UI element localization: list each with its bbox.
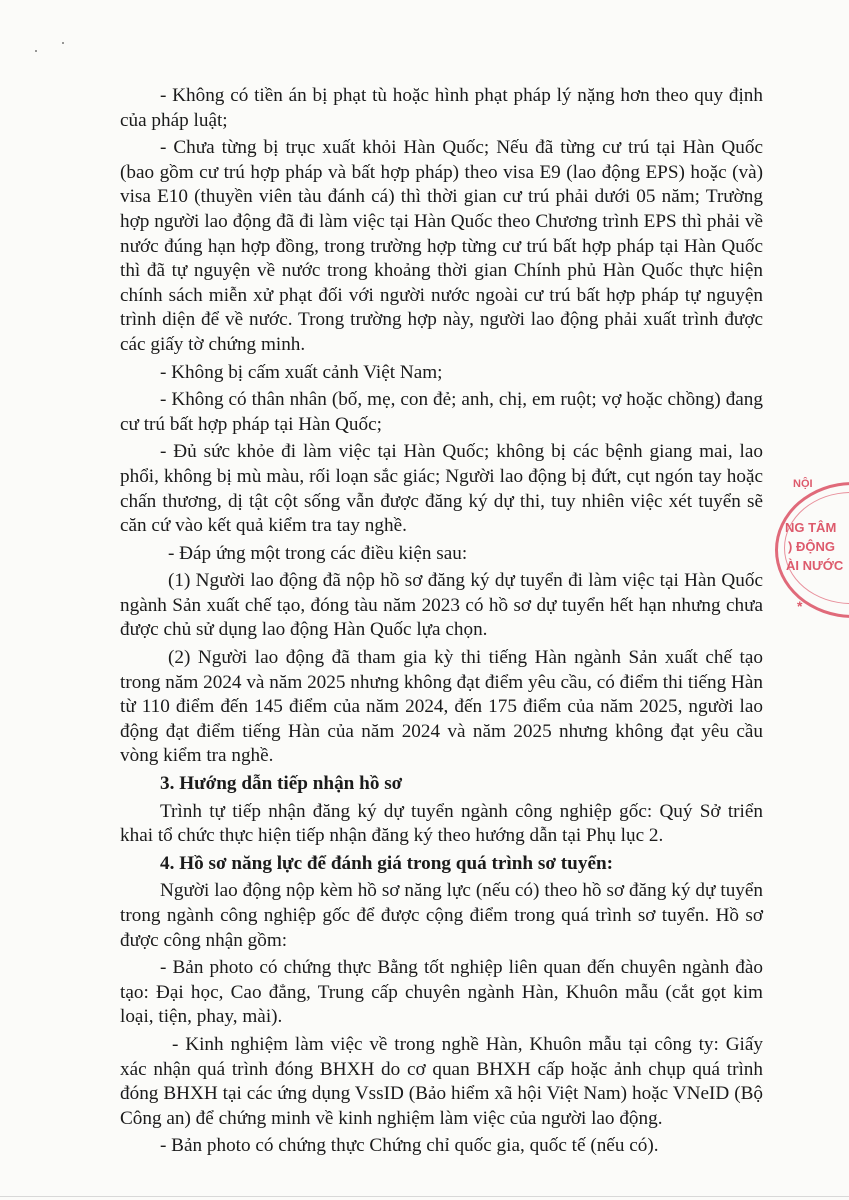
document-body: [120, 84, 763, 1162]
paragraph-experience: - Kinh nghiệm làm việc về trong nghề Hàn, Khuôn mẫu tại công ty: Giấy xác nhận quá trình đóng BHXH do cơ quan BHXH cấp hoặc ảnh chụp quá trình đóng BHXH tại các ứng dụng VssID (Bảo hiểm xã hội Việt Nam) hoặc VNeID (Bộ Công an) để chứng minh về kinh nghiệm làm việc của người lao động.: [120, 1033, 763, 1129]
seal-text-line2: NG TÂM: [785, 520, 837, 535]
scan-edge-line: [0, 1196, 849, 1197]
paragraph-relatives: - Không có thân nhân (bố, mẹ, con đẻ; anh, chị, em ruột; vợ hoặc chồng) đang cư trú bất hợp pháp tại Hàn Quốc;: [120, 389, 763, 435]
section-heading-4: 4. Hồ sơ năng lực để đánh giá trong quá trình sơ tuyển:: [160, 852, 614, 874]
seal-text-line4: ÀI NƯỚC: [786, 558, 844, 573]
scan-speck: [62, 42, 64, 44]
paragraph-capability-dossier: Người lao động nộp kèm hồ sơ năng lực (nếu có) theo hồ sơ đăng ký dự tuyển trong ngành công nghiệp gốc để được cộng điểm trong quá trình sơ tuyển. Hồ sơ được công nhận gồm:: [120, 880, 763, 951]
paragraph-diploma: - Bản photo có chứng thực Bằng tốt nghiệp liên quan đến chuyên ngành đào tạo: Đại học, Cao đẳng, Trung cấp chuyên ngành Hàn, Khuôn mẫu (cắt gọt kim loại, tiện, phay, mài).: [120, 957, 763, 1028]
paragraph-health: - Đủ sức khỏe đi làm việc tại Hàn Quốc; không bị các bệnh giang mai, lao phổi, không bị mù màu, rối loạn sắc giác; Người lao động bị đứt, cụt ngón tay hoặc chấn thương, dị tật cột sống vẫn được đăng ký dự thi, tuy nhiên việc xét tuyển sẽ căn cứ vào kết quả kiểm tra tay nghề.: [120, 441, 763, 537]
scan-speck: [35, 50, 37, 52]
seal-text-line3: ) ĐỘNG: [788, 539, 835, 554]
paragraph-exit-ban: - Không bị cấm xuất cảnh Việt Nam;: [160, 361, 443, 383]
paragraph-deportation: - Chưa từng bị trục xuất khỏi Hàn Quốc; Nếu đã từng cư trú tại Hàn Quốc (bao gồm cư trú hợp pháp và bất hợp pháp) theo visa E9 (lao động EPS) hoặc (và) visa E10 (thuyền viên tàu đánh cá) thì thời gian cư trú phải dưới 05 năm; Trường hợp người lao động đã đi làm việc tại Hàn Quốc theo Chương trình EPS thì phải về nước đúng hạn hợp đồng, trong trường hợp từng cư trú bất hợp pháp tại Hàn Quốc thì đã tự nguyện về nước trong khoảng thời gian Chính phủ Hàn Quốc thực hiện chính sách miễn xử phạt đối với người nước ngoài cư trú bất hợp pháp tự nguyện trình diện để về nước. Trong trường hợp này, người lao động phải xuất trình được các giấy tờ chứng minh.: [120, 137, 763, 355]
section-heading-3: 3. Hướng dẫn tiếp nhận hồ sơ: [160, 773, 403, 795]
paragraph-certificates: - Bản photo có chứng thực Chứng chỉ quốc gia, quốc tế (nếu có).: [160, 1135, 659, 1157]
seal-star-icon: *: [797, 598, 803, 614]
paragraph-condition-2: (2) Người lao động đã tham gia kỳ thi tiếng Hàn ngành Sản xuất chế tạo trong năm 2024 và năm 2025 nhưng không đạt điểm yêu cầu, có điểm thi tiếng Hàn từ 110 điểm đến 145 điểm của năm 2024, đến 175 điểm của năm 2025, người lao động đạt điểm tiếng Hàn của năm 2024 và năm 2025 nhưng không đạt yêu cầu vòng kiểm tra nghề.: [120, 647, 763, 767]
paragraph-criminal-record: - Không có tiền án bị phạt tù hoặc hình phạt pháp lý nặng hơn theo quy định của pháp luật;: [120, 85, 763, 131]
official-seal: [775, 462, 849, 632]
paragraph-intake-procedure: Trình tự tiếp nhận đăng ký dự tuyển ngành công nghiệp gốc: Quý Sở triển khai tổ chức thực hiện tiếp nhận đăng ký theo hướng dẫn tại Phụ lục 2.: [120, 800, 763, 847]
paragraph-condition-1: (1) Người lao động đã nộp hồ sơ đăng ký dự tuyển đi làm việc tại Hàn Quốc ngành Sản xuất chế tạo, đóng tàu năm 2023 có hồ sơ dự tuyển hết hạn nhưng chưa được chủ sử dụng lao động Hàn Quốc lựa chọn.: [120, 570, 763, 641]
paragraph-conditions: - Đáp ứng một trong các điều kiện sau:: [168, 542, 468, 564]
seal-text-top: NỘI: [793, 478, 813, 490]
